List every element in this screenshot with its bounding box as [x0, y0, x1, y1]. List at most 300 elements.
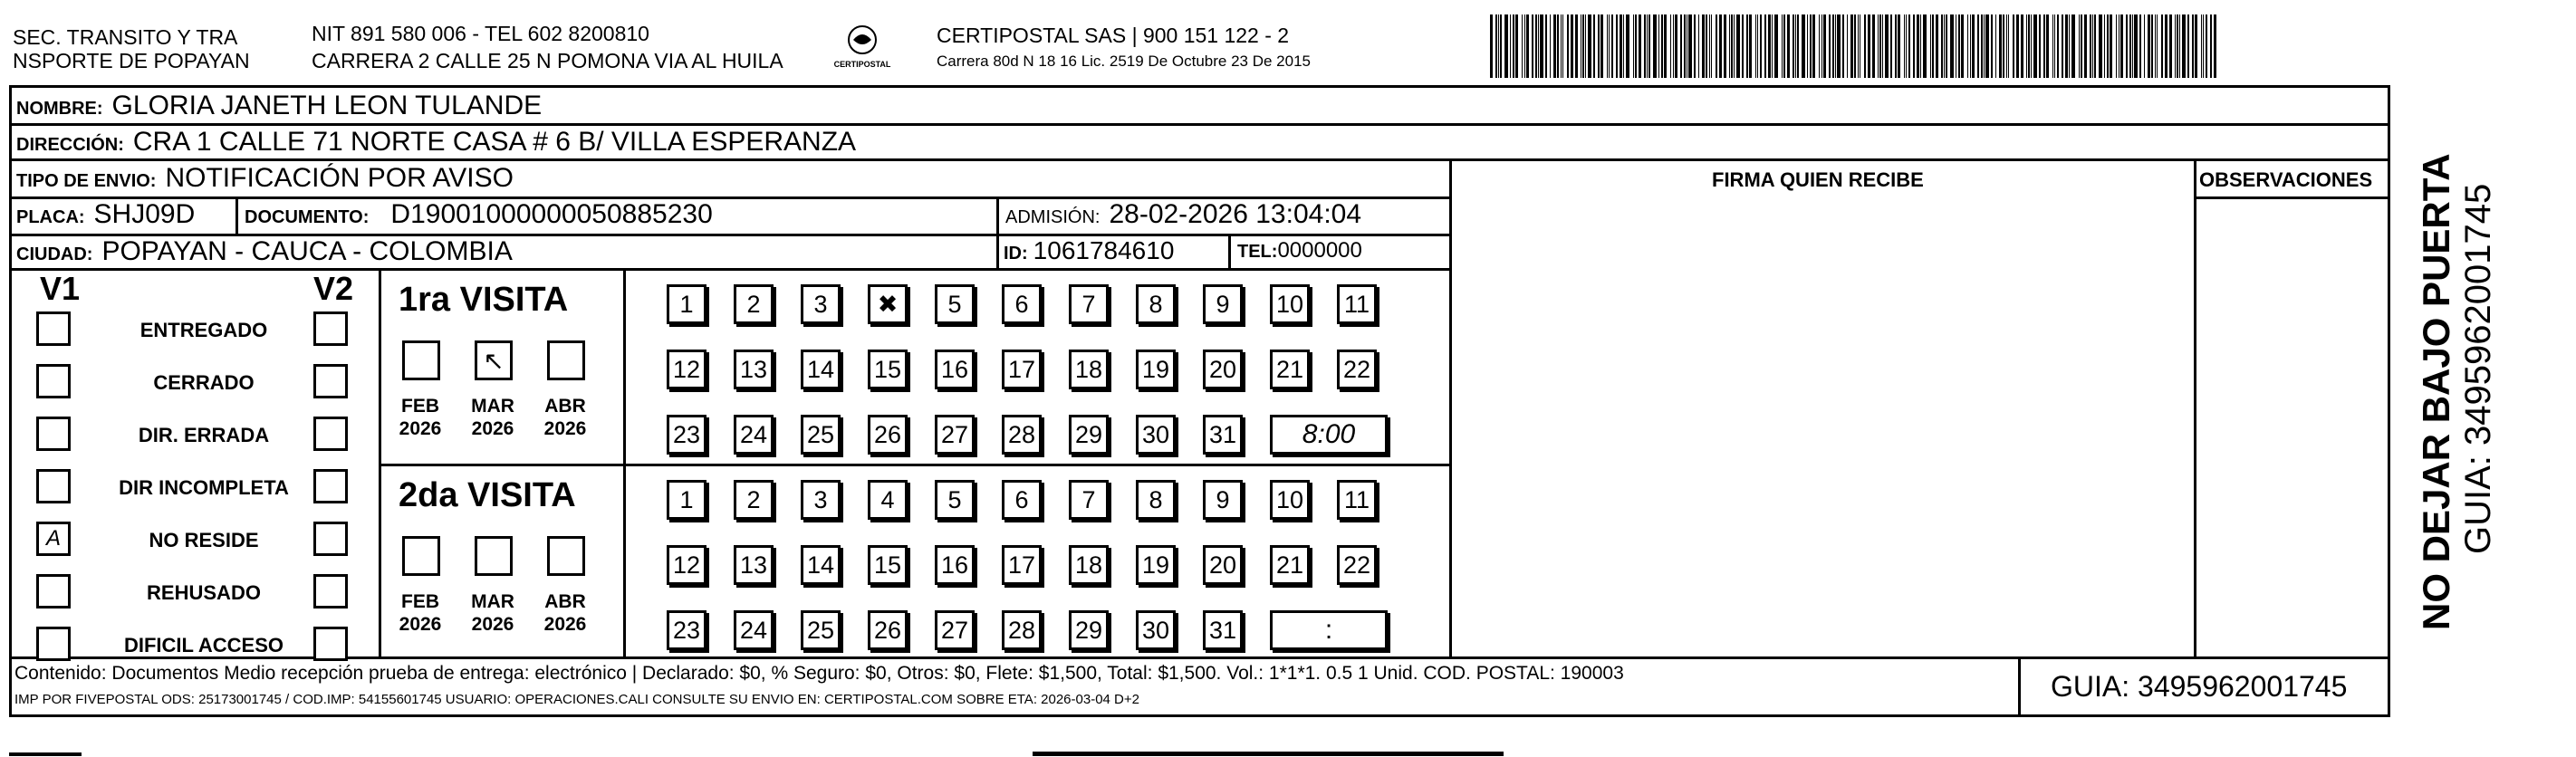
- barcode-bar: [1522, 14, 1523, 78]
- day-checkbox[interactable]: 6: [1002, 284, 1042, 324]
- status-label: ENTREGADO: [139, 319, 268, 341]
- id-field: [1004, 236, 1174, 265]
- barcode-bar: [2132, 14, 2133, 78]
- barcode-bar: [2151, 14, 2153, 78]
- barcode-bar: [1904, 14, 1905, 78]
- barcode-bar: [1995, 14, 1996, 78]
- no-dejar-warning: NO DEJAR BAJO PUERTA: [2415, 153, 2457, 630]
- visit-title: 1ra VISITA: [399, 281, 569, 319]
- barcode-bar: [1611, 14, 1613, 78]
- day-checkbox[interactable]: 31: [1203, 415, 1243, 455]
- month-label: [467, 590, 518, 636]
- barcode-bar: [1906, 14, 1907, 78]
- admission-field: [1005, 199, 1361, 230]
- barcode-bar: [1768, 14, 1771, 78]
- name-label: NOMBRE:: [16, 99, 103, 119]
- day-checkbox[interactable]: 3: [801, 480, 841, 520]
- status-v2-checkbox[interactable]: [313, 311, 348, 346]
- barcode-bar: [1823, 14, 1826, 78]
- tracking-barcode: [1490, 14, 2222, 78]
- month-name: ABR: [544, 591, 586, 612]
- barcode-bar: [1958, 14, 1960, 78]
- time-field[interactable]: :: [1270, 610, 1388, 650]
- document-field: [245, 199, 713, 230]
- day-checkbox[interactable]: 11: [1337, 284, 1377, 324]
- license-line: Carrera 80d N 18 16 Lic. 2519 De Octubre 23 De 2015: [937, 53, 1311, 70]
- plate-label: PLACA:: [16, 207, 85, 227]
- day-checkbox[interactable]: 8: [1136, 284, 1176, 324]
- day-checkbox[interactable]: 30: [1136, 610, 1176, 650]
- day-checkbox[interactable]: 30: [1136, 415, 1176, 455]
- city-label: CIUDAD:: [16, 244, 93, 264]
- month-checkbox[interactable]: [475, 536, 513, 576]
- barcode-bar: [1757, 14, 1758, 78]
- footer-line: [9, 656, 2389, 659]
- barcode-bar: [1821, 14, 1822, 78]
- day-checkbox[interactable]: 25: [801, 415, 841, 455]
- status-label: DIFICIL ACCESO: [123, 634, 284, 656]
- scan-mark-center: [1033, 752, 1504, 756]
- barcode-bar: [2210, 14, 2212, 78]
- barcode-bar: [1711, 14, 1712, 78]
- barcode-bar: [1774, 14, 1778, 78]
- barcode-bar: [2057, 14, 2059, 78]
- barcode-bar: [2099, 14, 2102, 78]
- status-v2-checkbox[interactable]: [313, 469, 348, 503]
- barcode-bar: [1719, 14, 1722, 78]
- barcode-bar: [2155, 14, 2156, 78]
- barcode-bar: [1653, 14, 1657, 78]
- barcode-bar: [1490, 14, 1493, 78]
- barcode-bar: [1709, 14, 1710, 78]
- day-checkbox[interactable]: 23: [667, 415, 706, 455]
- barcode-bar: [1755, 14, 1756, 78]
- barcode-bar: [1850, 14, 1853, 78]
- barcode-bar: [1724, 14, 1726, 78]
- month-label: [395, 395, 446, 440]
- day-checkbox[interactable]: 17: [1002, 350, 1042, 389]
- barcode-bar: [2003, 14, 2004, 78]
- barcode-bar: [1524, 14, 1525, 78]
- day-checkbox[interactable]: 16: [935, 545, 975, 585]
- guia-box-divider: [2018, 656, 2021, 716]
- barcode-bar: [1561, 14, 1562, 78]
- status-label: CERRADO: [153, 371, 255, 394]
- guia-box: GUIA: 3495962001745: [2051, 670, 2348, 703]
- admission-divider: [996, 196, 999, 269]
- barcode-bar: [1967, 14, 1968, 78]
- barcode-bar: [1991, 14, 1993, 78]
- city-field: [16, 236, 513, 267]
- row-line-1: [9, 123, 2389, 126]
- status-divider: [379, 268, 381, 657]
- barcode-bar: [1783, 14, 1785, 78]
- day-checkbox[interactable]: 20: [1203, 545, 1243, 585]
- barcode-bar: [2116, 14, 2117, 78]
- tel-label: TEL:: [1237, 242, 1278, 262]
- barcode-bar: [2187, 14, 2189, 78]
- barcode-bar: [2081, 14, 2082, 78]
- barcode-bar: [1812, 14, 1815, 78]
- day-checkbox[interactable]: 10: [1270, 480, 1310, 520]
- month-checkbox[interactable]: ↖: [475, 340, 513, 380]
- barcode-bar: [2195, 14, 2197, 78]
- barcode-bar: [1633, 14, 1634, 78]
- day-checkbox[interactable]: 24: [734, 610, 774, 650]
- barcode-bar: [1984, 14, 1985, 78]
- barcode-bar: [1648, 14, 1650, 78]
- sender-address: CARRERA 2 CALLE 25 N POMONA VIA AL HUILA: [312, 49, 783, 72]
- day-checkbox[interactable]: 26: [868, 415, 908, 455]
- status-v1-checkbox[interactable]: [36, 469, 71, 503]
- status-v2-checkbox[interactable]: [313, 574, 348, 608]
- day-checkbox[interactable]: 5: [935, 480, 975, 520]
- barcode-bar: [1526, 14, 1529, 78]
- barcode-bar: [1858, 14, 1859, 78]
- barcode-bar: [2104, 14, 2105, 78]
- side-guia: GUIA: 3495962001745: [2458, 183, 2498, 554]
- day-checkbox[interactable]: 1: [667, 284, 706, 324]
- barcode-bar: [2139, 14, 2141, 78]
- barcode-bar: [1898, 14, 1900, 78]
- status-v1-checkbox[interactable]: A: [36, 522, 71, 556]
- barcode-bar: [1985, 14, 1989, 78]
- barcode-bar: [1999, 14, 2002, 78]
- month-year: 2026: [543, 614, 587, 635]
- day-checkbox[interactable]: 6: [1002, 480, 1042, 520]
- day-checkbox[interactable]: 10: [1270, 284, 1310, 324]
- barcode-bar: [2192, 14, 2194, 78]
- barcode-bar: [2169, 14, 2172, 78]
- month-checkbox[interactable]: [547, 340, 585, 380]
- day-checkbox[interactable]: 22: [1337, 545, 1377, 585]
- barcode-bar: [1795, 14, 1796, 78]
- barcode-bar: [2148, 14, 2150, 78]
- day-checkbox[interactable]: 28: [1002, 610, 1042, 650]
- barcode-bar: [1772, 14, 1773, 78]
- month-year: 2026: [471, 614, 514, 635]
- day-checkbox[interactable]: 18: [1069, 350, 1109, 389]
- barcode-bar: [1535, 14, 1537, 78]
- month-name: MAR: [471, 591, 514, 612]
- barcode-bar: [1545, 14, 1547, 78]
- time-field[interactable]: 8:00: [1270, 415, 1388, 455]
- day-checkbox[interactable]: 4: [868, 480, 908, 520]
- month-checkbox[interactable]: [402, 536, 440, 576]
- barcode-bar: [1698, 14, 1699, 78]
- address-label: DIRECCIÓN:: [16, 135, 124, 155]
- barcode-bar: [1658, 14, 1659, 78]
- day-checkbox[interactable]: ✖: [868, 284, 908, 324]
- month-name: MAR: [471, 396, 514, 417]
- day-checkbox[interactable]: 19: [1136, 350, 1176, 389]
- barcode-bar: [1607, 14, 1608, 78]
- sender-name-line1: SEC. TRANSITO Y TRA: [13, 25, 238, 49]
- barcode-bar: [2046, 14, 2049, 78]
- day-checkbox[interactable]: 19: [1136, 545, 1176, 585]
- barcode-bar: [2079, 14, 2080, 78]
- day-checkbox[interactable]: 15: [868, 545, 908, 585]
- recipient-address: [16, 127, 856, 158]
- barcode-bar: [1932, 14, 1934, 78]
- barcode-bar: [1835, 14, 1836, 78]
- barcode-bar: [1842, 14, 1844, 78]
- barcode-bar: [2062, 14, 2063, 78]
- month-name: FEB: [401, 591, 439, 612]
- barcode-bar: [1609, 14, 1610, 78]
- barcode-bar: [2026, 14, 2027, 78]
- admission-label: ADMISIÓN:: [1005, 207, 1101, 227]
- day-checkbox[interactable]: 7: [1069, 480, 1109, 520]
- barcode-bar: [1504, 14, 1508, 78]
- barcode-bar: [2110, 14, 2112, 78]
- barcode-bar: [1540, 14, 1543, 78]
- send-type: [16, 163, 514, 194]
- frame-left: [9, 85, 12, 717]
- city-value: POPAYAN - CAUCA - COLOMBIA: [101, 236, 513, 266]
- id-value: 1061784610: [1033, 236, 1175, 264]
- status-label: DIR. ERRADA: [138, 424, 270, 446]
- tel-divider: [1228, 234, 1231, 269]
- day-checkbox[interactable]: 5: [935, 284, 975, 324]
- row-line-2: [9, 158, 2389, 161]
- row-line-5: [9, 268, 1451, 271]
- day-checkbox[interactable]: 21: [1270, 545, 1310, 585]
- barcode-bar: [1950, 14, 1954, 78]
- day-checkbox[interactable]: 14: [801, 545, 841, 585]
- barcode-bar: [2107, 14, 2109, 78]
- barcode-bar: [1588, 14, 1591, 78]
- barcode-bar: [1972, 14, 1975, 78]
- barcode-bar: [1946, 14, 1947, 78]
- recipient-name: [16, 91, 542, 121]
- status-v1-checkbox[interactable]: [36, 364, 71, 398]
- frame-top: [9, 85, 2389, 88]
- day-checkbox[interactable]: 13: [734, 545, 774, 585]
- day-checkbox[interactable]: 16: [935, 350, 975, 389]
- barcode-bar: [1639, 14, 1641, 78]
- month-label: [540, 590, 591, 636]
- barcode-bar: [1819, 14, 1820, 78]
- barcode-bar: [1567, 14, 1569, 78]
- barcode-bar: [2157, 14, 2158, 78]
- barcode-bar: [1616, 14, 1618, 78]
- signature-divider: [1449, 158, 1452, 657]
- day-checkbox[interactable]: 23: [667, 610, 706, 650]
- barcode-bar: [1797, 14, 1799, 78]
- day-checkbox[interactable]: 9: [1203, 480, 1243, 520]
- day-checkbox[interactable]: 14: [801, 350, 841, 389]
- barcode-bar: [2054, 14, 2055, 78]
- barcode-bar: [1970, 14, 1971, 78]
- barcode-bar: [1810, 14, 1812, 78]
- barcode-bar: [1802, 14, 1805, 78]
- day-checkbox[interactable]: 22: [1337, 350, 1377, 389]
- barcode-bar: [1550, 14, 1551, 78]
- day-checkbox[interactable]: 17: [1002, 545, 1042, 585]
- barcode-bar: [1593, 14, 1595, 78]
- barcode-bar: [1515, 14, 1518, 78]
- status-v2-checkbox[interactable]: [313, 522, 348, 556]
- barcode-bar: [1716, 14, 1717, 78]
- status-v1-checkbox[interactable]: [36, 627, 71, 661]
- sender-name-line2: NSPORTE DE POPAYAN: [13, 49, 250, 72]
- plate-value: SHJ09D: [93, 199, 196, 229]
- barcode-bar: [1961, 14, 1964, 78]
- admission-value: 28-02-2026 13:04:04: [1109, 199, 1362, 229]
- day-checkbox[interactable]: 13: [734, 350, 774, 389]
- observations-divider: [2194, 158, 2196, 657]
- day-checkbox[interactable]: 25: [801, 610, 841, 650]
- day-checkbox[interactable]: 15: [868, 350, 908, 389]
- status-v2-checkbox[interactable]: [313, 417, 348, 451]
- id-label: ID:: [1004, 244, 1028, 264]
- barcode-bar: [2175, 14, 2176, 78]
- day-checkbox[interactable]: 12: [667, 545, 706, 585]
- status-v1-checkbox[interactable]: [36, 417, 71, 451]
- day-checkbox[interactable]: 2: [734, 284, 774, 324]
- visit-divider: [379, 464, 1451, 466]
- barcode-bar: [2043, 14, 2045, 78]
- barcode-bar: [1661, 14, 1663, 78]
- status-v1-checkbox[interactable]: [36, 311, 71, 346]
- signature-label: FIRMA QUIEN RECIBE: [1712, 168, 1924, 191]
- barcode-bar: [2052, 14, 2053, 78]
- certipostal-logo: [826, 20, 899, 78]
- barcode-bar: [1920, 14, 1921, 78]
- month-name: ABR: [544, 396, 586, 417]
- barcode-bar: [1829, 14, 1831, 78]
- day-checkbox[interactable]: 28: [1002, 415, 1042, 455]
- day-checkbox[interactable]: 27: [935, 415, 975, 455]
- status-v2-checkbox[interactable]: [313, 364, 348, 398]
- barcode-bar: [2182, 14, 2186, 78]
- barcode-bar: [1878, 14, 1879, 78]
- barcode-bar: [1571, 14, 1573, 78]
- document-label: DOCUMENTO:: [245, 207, 370, 227]
- barcode-bar: [1575, 14, 1578, 78]
- barcode-bar: [1582, 14, 1584, 78]
- month-year: 2026: [399, 418, 442, 439]
- frame-right: [2388, 85, 2390, 717]
- barcode-bar: [1760, 14, 1762, 78]
- logo-text: CERTIPOSTAL: [833, 60, 891, 69]
- barcode-bar: [1626, 14, 1629, 78]
- barcode-bar: [1680, 14, 1682, 78]
- barcode-bar: [2065, 14, 2068, 78]
- day-checkbox[interactable]: 26: [868, 610, 908, 650]
- barcode-bar: [1635, 14, 1637, 78]
- barcode-bar: [1553, 14, 1556, 78]
- day-checkbox[interactable]: 2: [734, 480, 774, 520]
- barcode-bar: [2039, 14, 2041, 78]
- scan-mark-left: [9, 752, 82, 756]
- barcode-bar: [1644, 14, 1646, 78]
- barcode-bar: [2084, 14, 2087, 78]
- contents-line: Contenido: Documentos Medio recepción prueba de entrega: electrónico | Declarado: $0, % Seguro: $0, Otros: $0, Flete: $1,500, Total: $1,500. Vol.: 1*1*1. 0.5 1 Unid. COD. POSTAL: 190003: [14, 663, 1624, 684]
- barcode-bar: [1598, 14, 1600, 78]
- barcode-bar: [1923, 14, 1927, 78]
- barcode-bar: [1498, 14, 1499, 78]
- v1-label: V1: [40, 270, 81, 307]
- tel-field: [1237, 238, 1362, 264]
- barcode-bar: [1917, 14, 1919, 78]
- frame-bottom: [9, 714, 2390, 717]
- barcode-bar: [2165, 14, 2167, 78]
- day-checkbox[interactable]: 20: [1203, 350, 1243, 389]
- barcode-bar: [1837, 14, 1841, 78]
- status-v1-checkbox[interactable]: [36, 574, 71, 608]
- month-name: FEB: [401, 396, 439, 417]
- v2-label: V2: [313, 270, 354, 307]
- barcode-bar: [2016, 14, 2019, 78]
- day-checkbox[interactable]: 21: [1270, 350, 1310, 389]
- day-checkbox[interactable]: 1: [667, 480, 706, 520]
- month-checkbox[interactable]: [547, 536, 585, 576]
- month-year: 2026: [399, 614, 442, 635]
- barcode-bar: [1793, 14, 1794, 78]
- tel-value: 0000000: [1277, 238, 1362, 263]
- day-checkbox[interactable]: 3: [801, 284, 841, 324]
- day-checkbox[interactable]: 27: [935, 610, 975, 650]
- day-checkbox[interactable]: 11: [1337, 480, 1377, 520]
- month-checkbox[interactable]: [402, 340, 440, 380]
- day-checkbox[interactable]: 18: [1069, 545, 1109, 585]
- barcode-bar: [2129, 14, 2131, 78]
- barcode-bar: [2179, 14, 2180, 78]
- day-checkbox[interactable]: 9: [1203, 284, 1243, 324]
- barcode-bar: [1532, 14, 1533, 78]
- barcode-bar: [1787, 14, 1790, 78]
- day-checkbox[interactable]: 7: [1069, 284, 1109, 324]
- company-line: CERTIPOSTAL SAS | 900 151 122 - 2: [937, 24, 1290, 47]
- barcode-bar: [2090, 14, 2091, 78]
- imp-line: IMP POR FIVEPOSTAL ODS: 25173001745 / COD.IMP: 54155601745 USUARIO: OPERACIONES.CALI CONSULTE SU ENVIO EN: CERTIPOSTAL.COM SOBRE ETA: 2026-03-04 D+2: [14, 692, 1139, 707]
- barcode-bar: [2071, 14, 2075, 78]
- month-year: 2026: [543, 418, 587, 439]
- barcode-bar: [2021, 14, 2023, 78]
- day-checkbox[interactable]: 31: [1203, 610, 1243, 650]
- barcode-bar: [2092, 14, 2093, 78]
- status-v2-checkbox[interactable]: [313, 627, 348, 661]
- obs-row-line: [2196, 196, 2389, 199]
- barcode-bar: [1500, 14, 1502, 78]
- day-checkbox[interactable]: 8: [1136, 480, 1176, 520]
- barcode-bar: [1538, 14, 1539, 78]
- plate-divider: [235, 196, 238, 235]
- barcode-bar: [1684, 14, 1686, 78]
- barcode-bar: [1930, 14, 1931, 78]
- status-label: REHUSADO: [147, 581, 261, 604]
- barcode-bar: [1513, 14, 1514, 78]
- month-label: [467, 395, 518, 440]
- barcode-bar: [1673, 14, 1674, 78]
- day-checkbox[interactable]: 24: [734, 415, 774, 455]
- barcode-bar: [1977, 14, 1979, 78]
- barcode-bar: [2214, 14, 2216, 78]
- day-checkbox[interactable]: 29: [1069, 415, 1109, 455]
- name-value: GLORIA JANETH LEON TULANDE: [111, 91, 543, 120]
- day-checkbox[interactable]: 29: [1069, 610, 1109, 650]
- barcode-bar: [1620, 14, 1622, 78]
- observations-label: OBSERVACIONES: [2199, 168, 2373, 191]
- barcode-bar: [1729, 14, 1730, 78]
- status-label: DIR INCOMPLETA: [119, 476, 289, 499]
- barcode-bar: [1702, 14, 1705, 78]
- nit-line: NIT 891 580 006 - TEL 602 8200810: [312, 22, 649, 45]
- day-checkbox[interactable]: 12: [667, 350, 706, 389]
- address-value: CRA 1 CALLE 71 NORTE CASA # 6 B/ VILLA ESPERANZA: [132, 127, 857, 157]
